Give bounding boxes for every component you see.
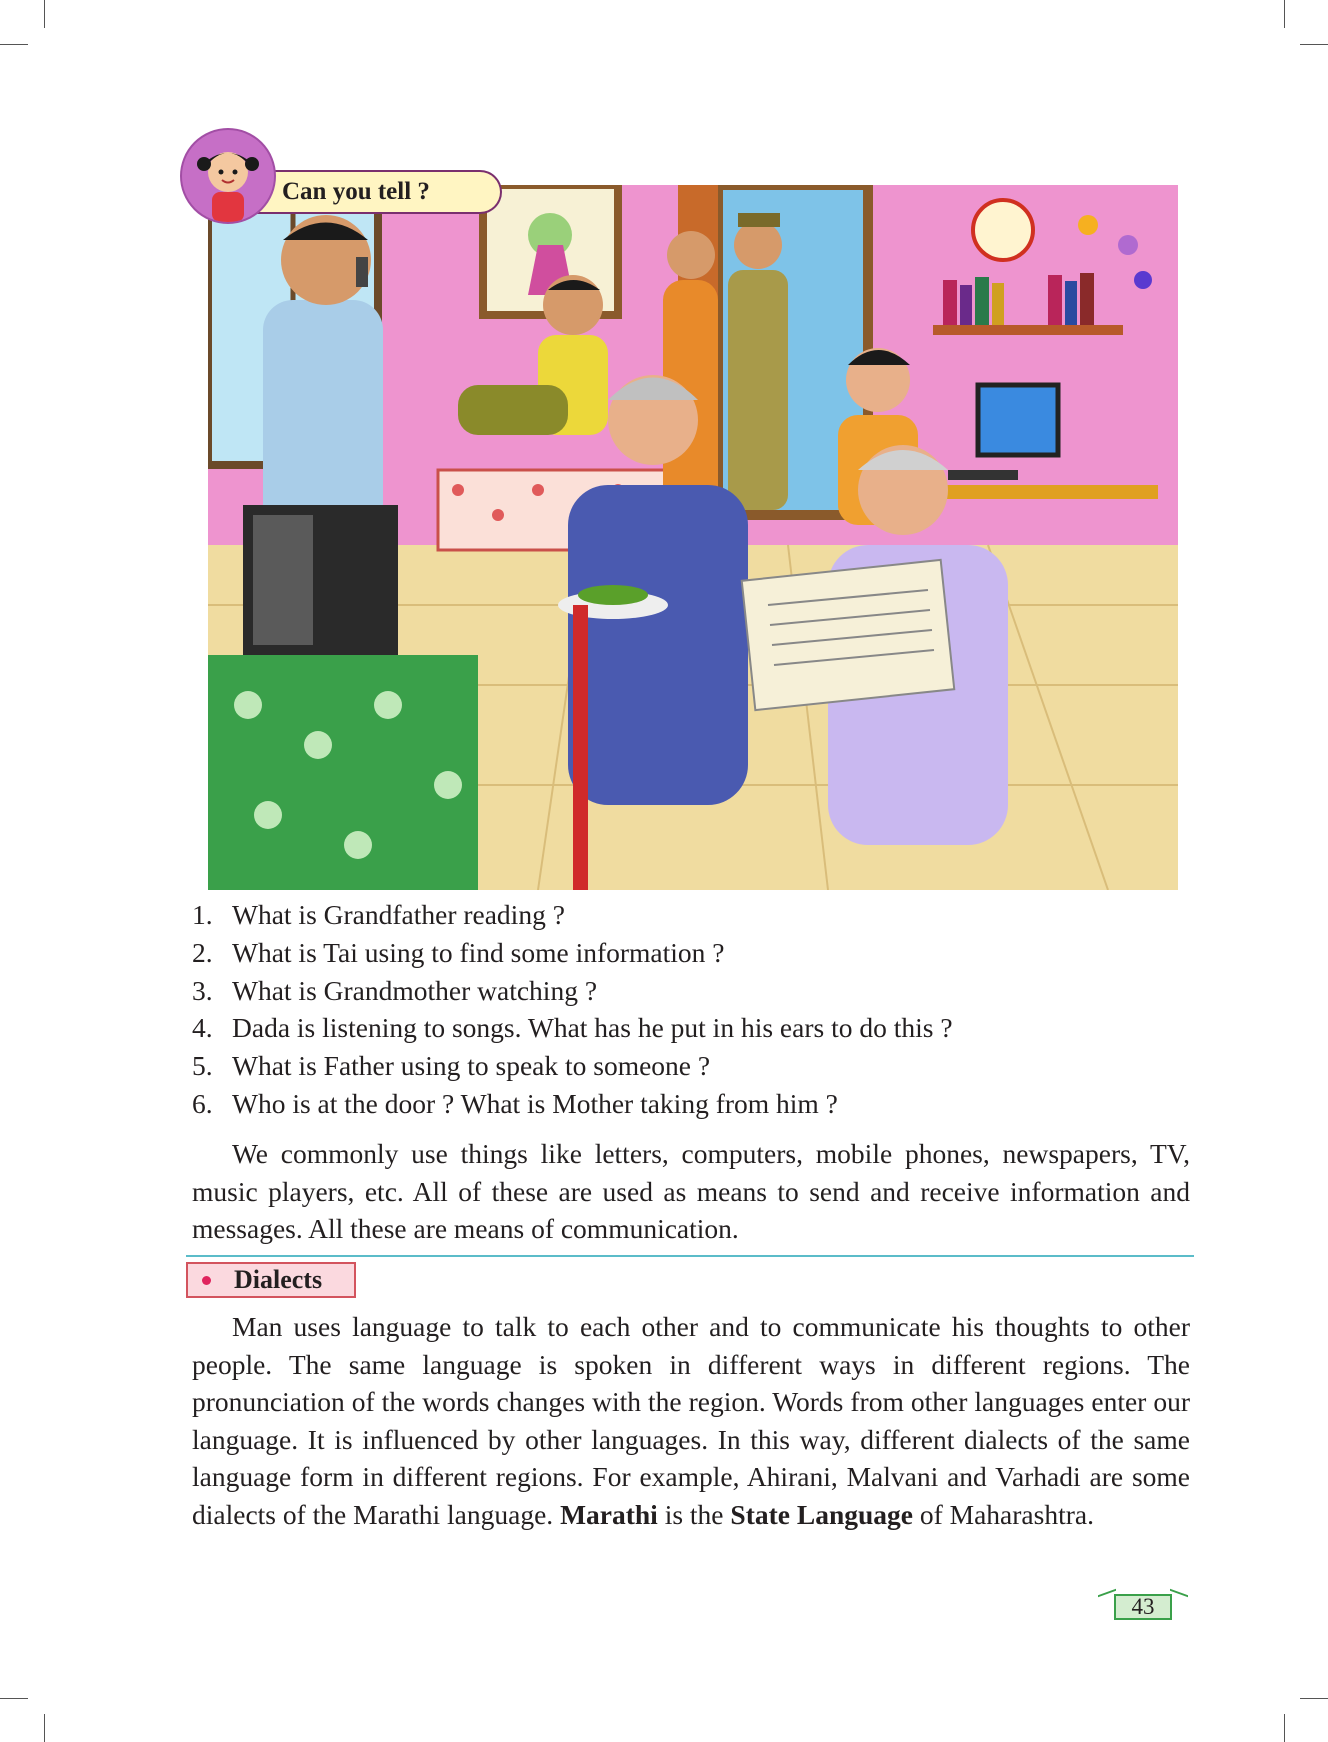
crop-mark xyxy=(1300,1698,1328,1699)
question-item xyxy=(192,1047,953,1085)
paragraph-text: Man uses language to talk to each other and to communicate his thoughts to other people. The same language is spoken in different ways in different regions. The pronunciation of the words changes with the region. Words from other languages enter our language. It is influenced by other languages. In this way, different dialects of the same language form in different regions. For example, Ahirani, Malvani and Varhadi are some dialects of the Marathi language. xyxy=(192,1311,1190,1530)
page-number-wing xyxy=(1170,1589,1188,1612)
question-item xyxy=(192,1009,953,1047)
section-heading: Dialects xyxy=(234,1265,323,1294)
dialects-paragraph xyxy=(192,1308,1190,1534)
page-number: 43 xyxy=(1114,1594,1172,1620)
girl-mascot-icon xyxy=(180,128,276,224)
question-text: What is Tai using to find some information ? xyxy=(232,936,725,968)
question-text: What is Father using to speak to someone ? xyxy=(232,1050,711,1082)
question-number: 6. xyxy=(192,1087,213,1119)
bookshelf xyxy=(933,325,1123,335)
question-number: 5. xyxy=(192,1050,213,1082)
question-number: 4. xyxy=(192,1012,213,1044)
question-item xyxy=(192,896,953,934)
television xyxy=(243,505,398,655)
crop-mark xyxy=(44,1714,45,1742)
decorative-mask xyxy=(973,200,1033,260)
question-item xyxy=(192,972,953,1010)
communication-paragraph: We commonly use things like letters, computers, mobile phones, newspapers, TV, music players, etc. All of these are used as means to send and receive information and messages. All these are means of communication. xyxy=(192,1138,1190,1245)
crop-mark xyxy=(1284,0,1285,28)
badge-label: Can you tell ? xyxy=(252,170,502,214)
question-list xyxy=(192,896,953,1123)
question-number: 2. xyxy=(192,936,213,968)
paragraph-text: of Maharashtra. xyxy=(912,1498,1094,1530)
bold-term-state-language: State Language xyxy=(730,1498,913,1530)
bold-term-marathi: Marathi xyxy=(560,1498,658,1530)
tv-table xyxy=(208,655,478,890)
dialects-heading-box xyxy=(186,1262,356,1298)
crop-mark xyxy=(0,44,28,45)
question-item xyxy=(192,1085,953,1123)
family-illustration xyxy=(208,185,1178,890)
crop-mark xyxy=(44,0,45,28)
question-text: Who is at the door ? What is Mother taking from him ? xyxy=(232,1087,838,1119)
question-number: 3. xyxy=(192,974,213,1006)
crop-mark xyxy=(0,1698,28,1699)
paragraph-text: is the xyxy=(657,1498,731,1530)
bullet-icon xyxy=(202,1276,211,1285)
question-text: What is Grandmother watching ? xyxy=(232,974,598,1006)
question-item xyxy=(192,934,953,972)
page-number-tab xyxy=(1098,1590,1188,1624)
section-divider xyxy=(186,1255,1194,1257)
question-text: Dada is listening to songs. What has he put in his ears to do this ? xyxy=(232,1012,953,1044)
crop-mark xyxy=(1284,1714,1285,1742)
question-text: What is Grandfather reading ? xyxy=(232,899,565,930)
question-number: 1. xyxy=(192,899,213,930)
crop-mark xyxy=(1300,44,1328,45)
can-you-tell-badge xyxy=(180,128,502,220)
